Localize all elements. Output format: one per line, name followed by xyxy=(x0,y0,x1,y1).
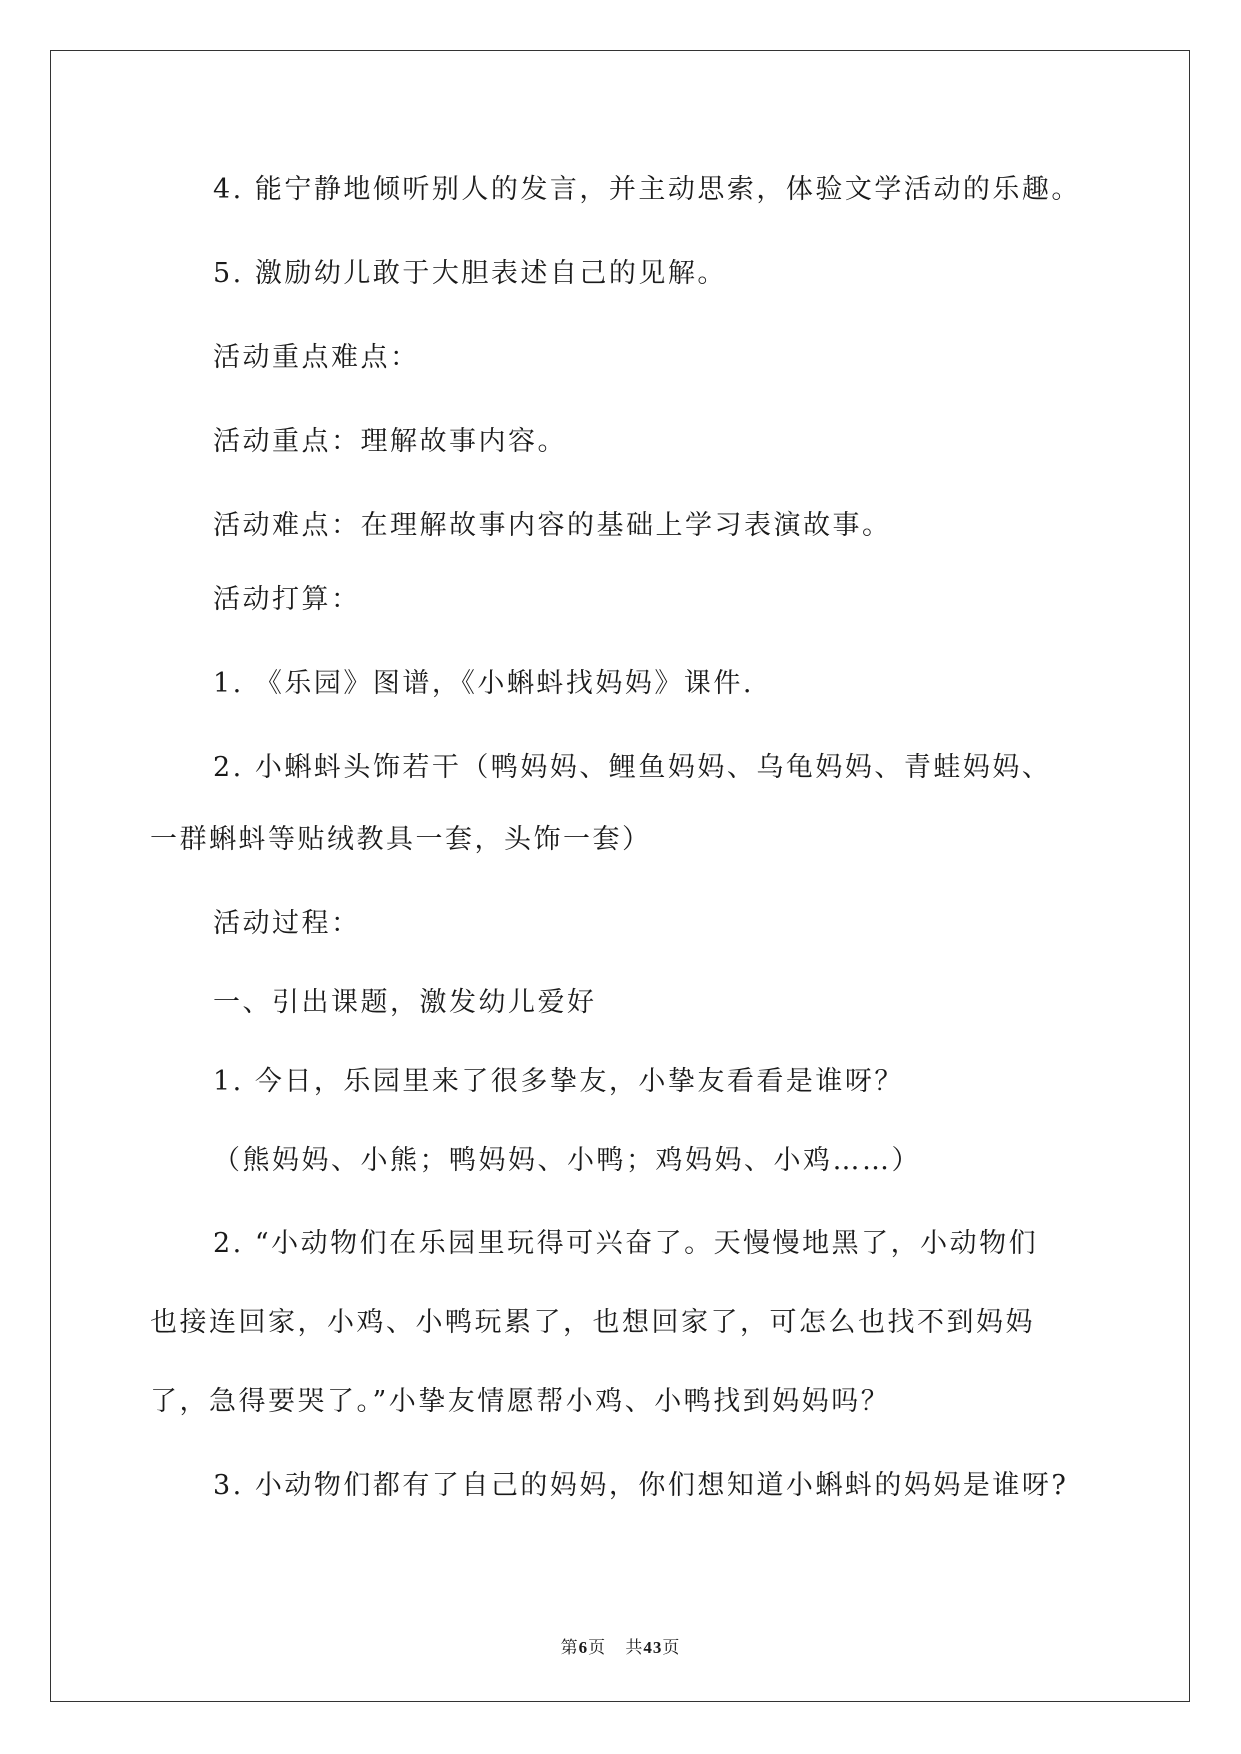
text-line-step-1: 1. 今日，乐园里来了很多挚友，小挚友看看是谁呀？ xyxy=(213,1066,904,1097)
text-line-item-4: 4. 能宁静地倾听别人的发言，并主动思索，体验文学活动的乐趣。 xyxy=(213,174,1081,205)
text-line-item-5: 5. 激励幼儿敢于大胆表述自己的见解。 xyxy=(213,258,727,289)
section-heading-process: 活动过程： xyxy=(213,908,361,939)
footer-page-suffix: 页 xyxy=(588,1638,607,1658)
text-line-step-3: 3. 小动物们都有了自己的妈妈，你们想知道小蝌蚪的妈妈是谁呀? xyxy=(213,1470,1069,1501)
text-line-key-point: 活动重点：理解故事内容。 xyxy=(213,426,567,457)
text-line-step-2: 2. “小动物们在乐园里玩得可兴奋了。天慢慢地黑了，小动物们 xyxy=(213,1228,1039,1259)
page-border xyxy=(50,50,1190,1702)
subheading-introduction: 一、引出课题，激发幼儿爱好 xyxy=(213,987,597,1018)
footer-total-suffix: 页 xyxy=(662,1638,681,1658)
section-heading-preparation: 活动打算： xyxy=(213,584,361,615)
text-line-prep-2: 2. 小蝌蚪头饰若干（鸭妈妈、鲤鱼妈妈、乌龟妈妈、青蛙妈妈、 xyxy=(213,752,1052,783)
section-heading-key-points: 活动重点难点： xyxy=(213,342,420,373)
text-line-difficulty: 活动难点：在理解故事内容的基础上学习表演故事。 xyxy=(213,510,892,541)
footer-prefix: 第 xyxy=(560,1638,579,1658)
text-line-step-2-cont-2: 了，急得要哭了。”小挚友情愿帮小鸡、小鸭找到妈妈吗？ xyxy=(150,1386,891,1417)
footer-total-prefix: 共 xyxy=(625,1638,644,1658)
text-line-step-2-cont-1: 也接连回家，小鸡、小鸭玩累了，也想回家了，可怎么也找不到妈妈 xyxy=(150,1307,1035,1338)
text-line-step-1-answer: （熊妈妈、小熊；鸭妈妈、小鸭；鸡妈妈、小鸡……） xyxy=(213,1145,921,1176)
footer-page-number: 6 xyxy=(578,1638,589,1657)
page-footer xyxy=(0,1637,1241,1659)
text-line-prep-1: 1. 《乐园》图谱，《小蝌蚪找妈妈》课件. xyxy=(213,668,754,699)
footer-total-pages: 43 xyxy=(643,1638,663,1657)
text-line-prep-2-cont: 一群蝌蚪等贴绒教具一套，头饰一套） xyxy=(150,824,652,855)
